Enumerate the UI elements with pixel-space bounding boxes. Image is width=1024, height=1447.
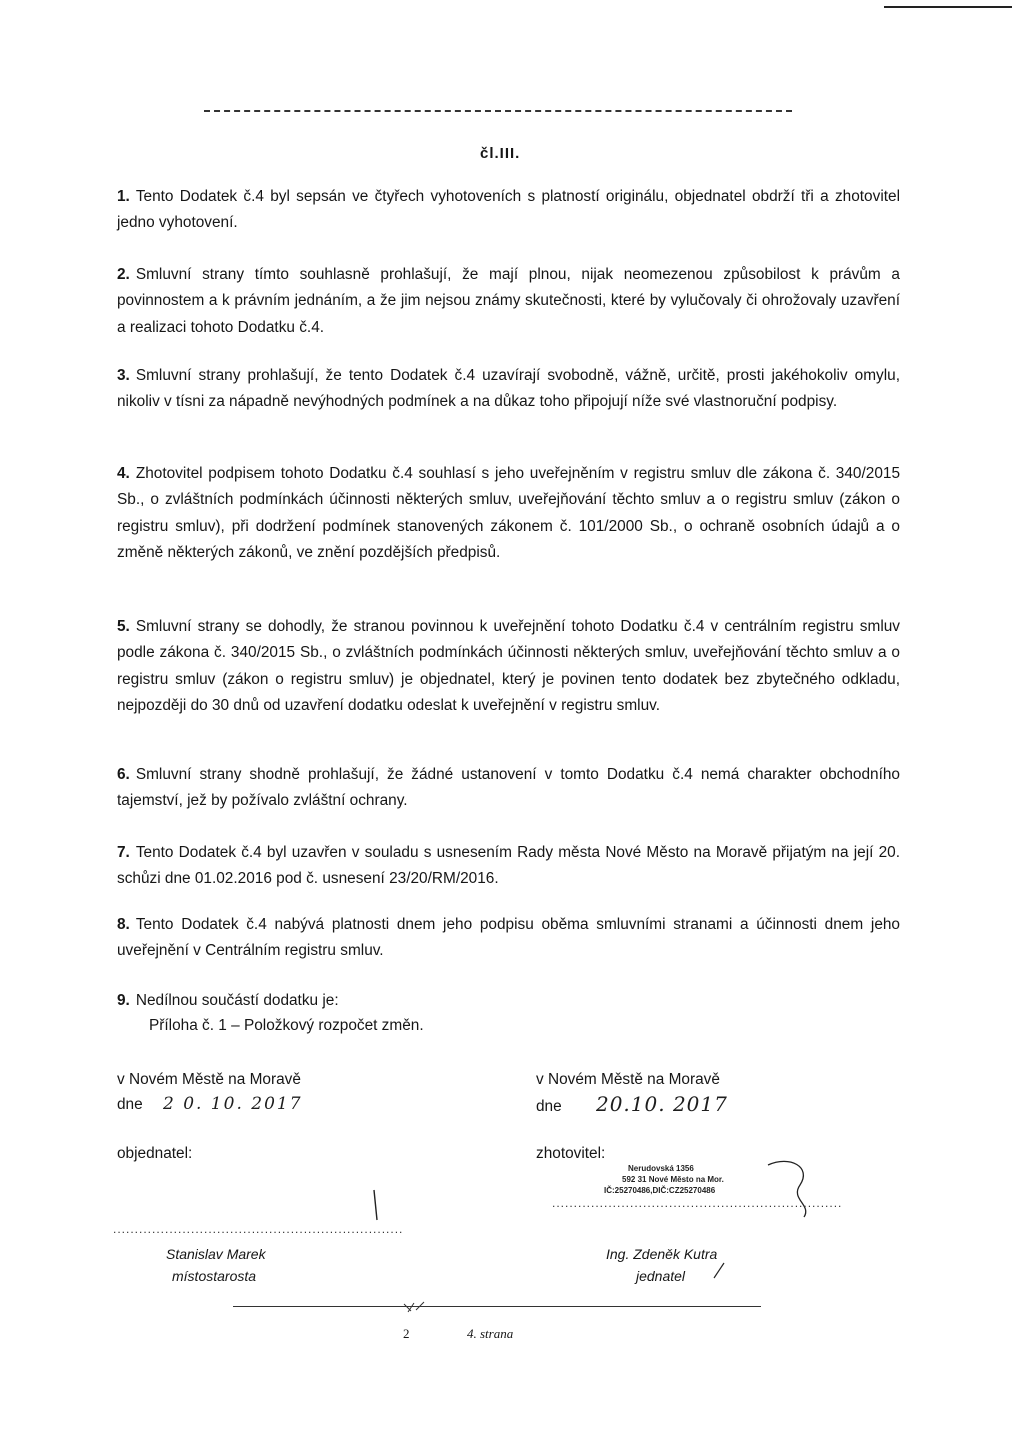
footer-mark: 2: [403, 1326, 410, 1341]
article-text: Tento Dodatek č.4 nabývá platnosti dnem jeho podpisu oběma smluvními stranami a účinnosti dnem jeho uveřejnění v Centrálním registru smluv.: [117, 916, 900, 960]
article-number: 5.: [117, 618, 130, 635]
article-number: 1.: [117, 188, 130, 205]
right-place: v Novém Městě na Moravě: [536, 1071, 720, 1088]
stamp-line-2: 592 31 Nové Město na Mor.: [622, 1175, 724, 1184]
article-8: [117, 912, 900, 965]
article-number: 8.: [117, 916, 130, 933]
article-number: 7.: [117, 844, 130, 861]
article-text: Tento Dodatek č.4 byl sepsán ve čtyřech vyhotoveních s platností originálu, objednatel obdrží tři a zhotovitel jedno vyhotovení.: [117, 188, 900, 232]
article-text: Smluvní strany prohlašují, že tento Dodatek č.4 uzavírají svobodně, vážně, určitě, prosti jakéhokoliv omylu, nikoliv v tísni za nápadně nevýhodných podmínek a na důkaz toho připojují níže své vlastnoruční podpisy.: [117, 367, 900, 411]
annex-title: Nedílnou součástí dodatku je:: [135, 992, 339, 1009]
top-edge-line: [884, 6, 1012, 8]
section-heading: čl.III.: [480, 145, 521, 162]
article-text: Smluvní strany se dohodly, že stranou povinnou k uveřejnění tohoto Dodatku č.4 v centrálním registru smluv podle zákona č. 340/2015 Sb., o zvláštních podmínkách účinnosti některých smluv, uveřejňování těchto smluv a o registru smluv (zákon o registru smluv) je objednatel, který je povinen tento dodatek bez zbytečného odkladu, nejpozději do 30 dnů od uzavření dodatku odeslat k uveřejnění v registru smluv.: [117, 618, 900, 714]
annex-block: [117, 988, 424, 1038]
annex-number: 9.: [117, 992, 130, 1009]
article-5: [117, 614, 900, 719]
left-date-row: [117, 1092, 303, 1117]
dashed-separator: [204, 110, 792, 112]
left-date-label: dne: [117, 1096, 143, 1113]
right-signatory-name: Ing. Zdeněk Kutra: [606, 1246, 718, 1262]
left-signature-line: ...................................................................: [113, 1222, 404, 1236]
article-number: 6.: [117, 766, 130, 783]
right-signature-scribble: [760, 1155, 820, 1225]
article-number: 3.: [117, 367, 130, 384]
article-2: [117, 262, 900, 341]
footer-scribble: [402, 1300, 426, 1314]
stamp-line-3: IČ:25270486,DIČ:CZ25270486: [604, 1186, 716, 1195]
right-role: zhotovitel:: [536, 1145, 606, 1162]
right-signature-line: ...................................................................: [552, 1196, 843, 1210]
article-1: [117, 184, 900, 237]
left-place: v Novém Městě na Moravě: [117, 1071, 301, 1088]
left-signatory-name: Stanislav Marek: [166, 1246, 266, 1262]
article-text: Tento Dodatek č.4 byl uzavřen v souladu s usnesením Rady města Nové Město na Moravě přijatým na její 20. schůzi dne 01.02.2016 pod č. usnesení 23/20/RM/2016.: [117, 844, 900, 888]
article-text: Zhotovitel podpisem tohoto Dodatku č.4 souhlasí s jeho uveřejněním v registru smluv dle zákona č. 340/2015 Sb., o zvláštních podmínkách účinnosti některých smluv, uveřejňování těchto smluv a o registru smluv (zákon o registru smluv), při dodržení podmínek stanovených zákonem č. 101/2000 Sb., o ochraně osobních údajů a o změně některých zákonů, ve znění pozdějších předpisů.: [117, 465, 900, 561]
left-signature-stroke: [370, 1188, 382, 1222]
right-date-row: [536, 1092, 728, 1119]
stamp-line-1: Nerudovská 1356: [628, 1164, 694, 1173]
article-3: [117, 363, 900, 416]
left-signatory-title: místostarosta: [172, 1268, 257, 1284]
article-text: Smluvní strany shodně prohlašují, že žádné ustanovení v tomto Dodatku č.4 nemá charakter obchodního tajemství, jež by požívalo zvláštní ochrany.: [117, 766, 900, 810]
article-text: Smluvní strany tímto souhlasně prohlašují, že mají plnou, nijak neomezenou způsobilost k právům a povinnostem a k právním jednáním, a že jim nejsou známy skutečnosti, které by vylučovaly či ohrožovaly uzavření a realizaci tohoto Dodatku č.4.: [117, 266, 900, 336]
article-7: [117, 840, 900, 893]
left-role: objednatel:: [117, 1145, 193, 1162]
article-6: [117, 762, 900, 815]
article-number: 4.: [117, 465, 130, 482]
page-number: 4. strana: [467, 1326, 514, 1341]
footer-line: [233, 1306, 761, 1307]
right-signatory-title: jednatel: [636, 1268, 686, 1284]
left-date-value: 2 0. 10. 2017: [162, 1094, 303, 1114]
article-4: [117, 461, 900, 566]
article-number: 2.: [117, 266, 130, 283]
right-title-mark: [712, 1262, 726, 1280]
annex-item: Příloha č. 1 – Položkový rozpočet změn.: [149, 1017, 424, 1034]
right-date-label: dne: [536, 1098, 562, 1115]
right-date-value: 20.10. 2017: [595, 1092, 728, 1116]
